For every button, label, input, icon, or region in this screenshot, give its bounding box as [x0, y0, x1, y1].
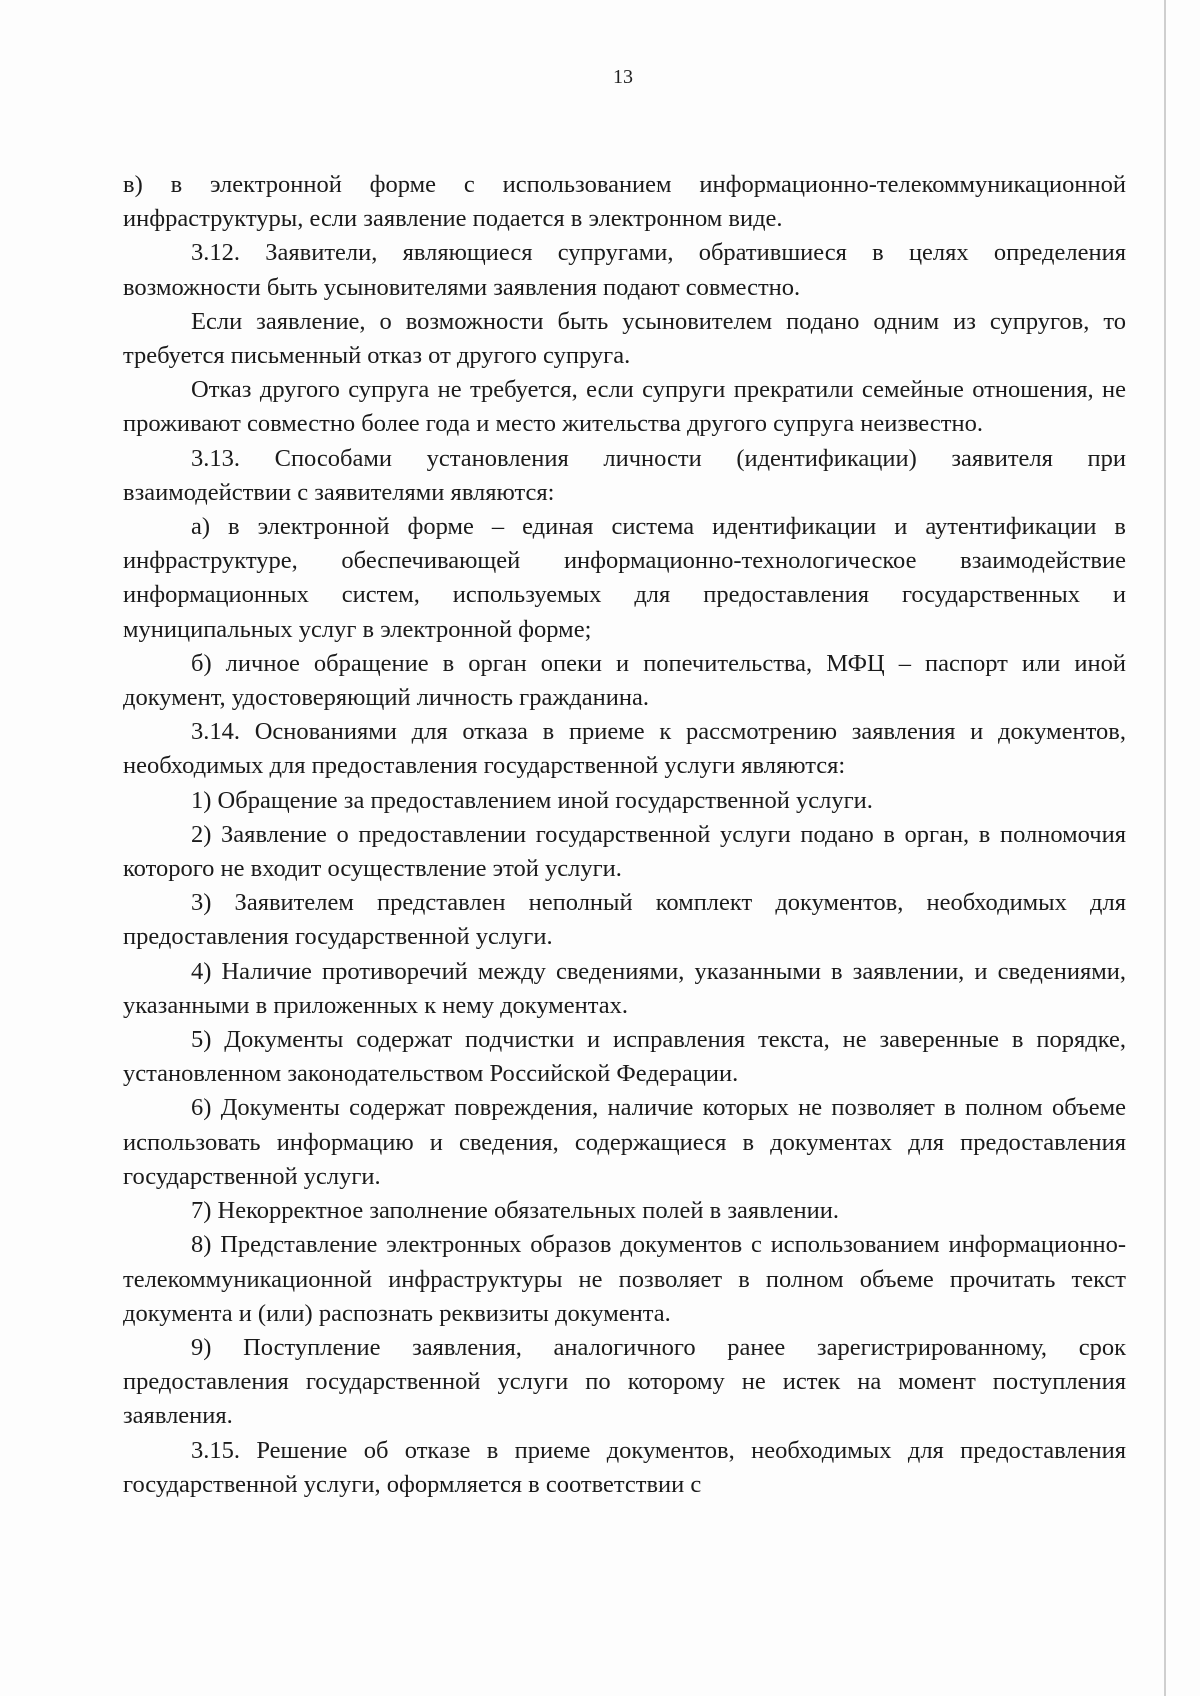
paragraph-p-3-14-6: 6) Документы содержат повреждения, наличие которых не позволяет в полном объеме использовать информацию и сведения, содержащиеся в документах для предоставления государственной услуги.: [123, 1094, 1126, 1190]
paragraph-p-3-14-4: 4) Наличие противоречий между сведениями, указанными в заявлении, и сведениями, указанными в приложенных к нему документах.: [123, 957, 1126, 1019]
paragraph-p-3-14-7: 7) Некорректное заполнение обязательных полей в заявлении.: [191, 1197, 839, 1225]
paragraph-p-esli: Если заявление, о возможности быть усыновителем подано одним из супругов, то требуется письменный отказ от другого супруга.: [123, 307, 1126, 370]
paragraph-p-3-15: 3.15. Решение об отказе в приеме документов, необходимых для предоставления государственной услуги, оформляется в соответствии с: [123, 1436, 1126, 1498]
paragraph-p-3-14-5: 5) Документы содержат подчистки и исправления текста, не заверенные в порядке, установленном законодательством Российской Федерации.: [123, 1026, 1126, 1088]
paragraph-p-3-14-1: 1) Обращение за предоставлением иной государственной услуги.: [191, 786, 873, 814]
paragraph-p-3-14-8: 8) Представление электронных образов документов с использованием информационно-телекоммуникационной инфраструктуры не позволяет в полном объеме прочитать текст документа и (или) распознать реквизиты документа.: [123, 1231, 1126, 1327]
document-body: [123, 168, 1126, 1502]
paragraph-p-3-14-3: 3) Заявителем представлен неполный комплект документов, необходимых для предоставления государственной услуги.: [123, 889, 1126, 951]
paragraph-p-3-14-2: 2) Заявление о предоставлении государственной услуги подано в орган, в полномочия которого не входит осуществление этой услуги.: [123, 820, 1126, 883]
paragraph-p-otkaz: Отказ другого супруга не требуется, если супруги прекратили семейные отношения, не проживают совместно более года и место жительства другого супруга неизвестно.: [123, 376, 1126, 438]
paragraph-p-3-12: 3.12. Заявители, являющиеся супругами, обратившиеся в целях определения возможности быть усыновителями заявления подают совместно.: [123, 239, 1126, 301]
paragraph-p-3-13: 3.13. Способами установления личности (идентификации) заявителя при взаимодействии с заявителями являются:: [123, 444, 1126, 506]
page-number: 13: [613, 66, 633, 88]
paragraph-p-3-14-9: 9) Поступление заявления, аналогичного ранее зарегистрированному, срок предоставления государственной услуги по которому не истек на момент поступления заявления.: [123, 1333, 1126, 1430]
paragraph-p-3-13-b: б) личное обращение в орган опеки и попечительства, МФЦ – паспорт или иной документ, удостоверяющий личность гражданина.: [123, 649, 1126, 712]
paragraph-p-3-14: 3.14. Основаниями для отказа в приеме к рассмотрению заявления и документов, необходимых для предоставления государственной услуги являются:: [123, 718, 1126, 780]
page-edge-line: [1164, 0, 1166, 1696]
paragraph-p-3-13-a: а) в электронной форме – единая система идентификации и аутентификации в инфраструктуре, обеспечивающей информационно-технологическое взаимодействие информационных систем, используемых для предоставления государственных и муниципальных услуг в электронной форме;: [123, 513, 1126, 643]
paragraph-p-v: в) в электронной форме с использованием информационно-телекоммуникационной инфраструктуры, если заявление подается в электронном виде.: [123, 171, 1126, 233]
